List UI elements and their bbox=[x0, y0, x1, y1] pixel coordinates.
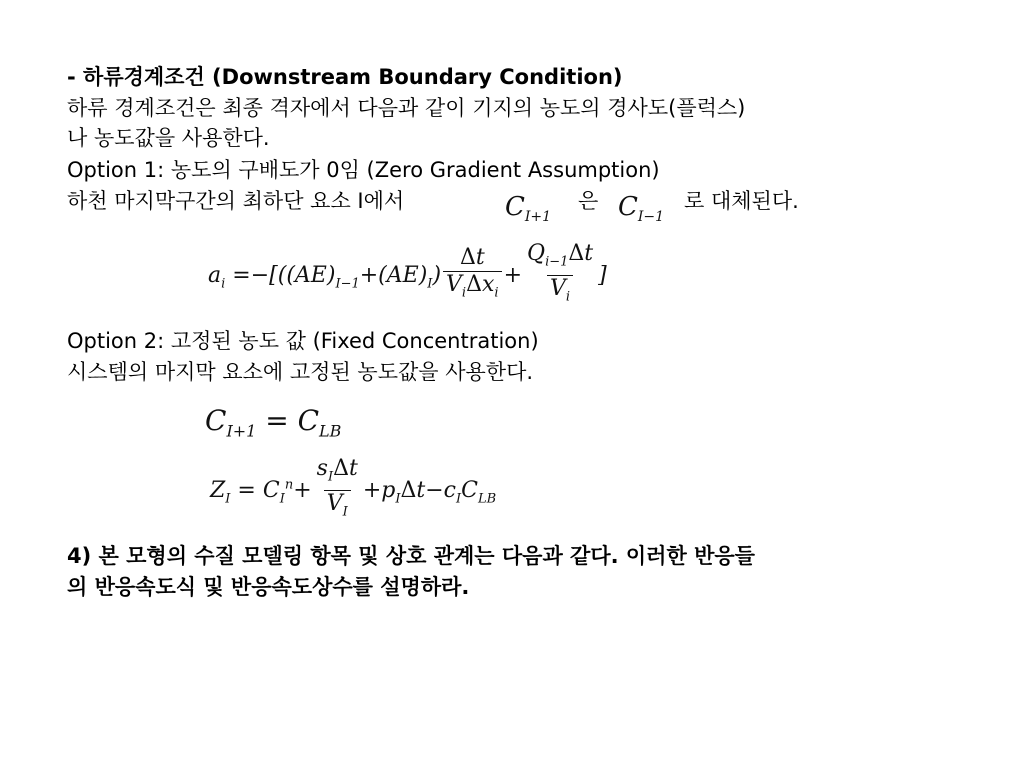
question-line-2: 의 반응속도식 및 반응속도상수를 설명하라. bbox=[67, 575, 470, 599]
option2-text: 시스템의 마지막 요소에 고정된 농도값을 사용한다. bbox=[67, 360, 534, 384]
option1-title: Option 1: 농도의 구배도가 0임 (Zero Gradient Assumption) bbox=[67, 158, 660, 182]
option1-text-a: 하천 마지막구간의 최하단 요소 I에서 bbox=[67, 189, 405, 213]
section-heading: - 하류경계조건 (Downstream Boundary Condition) bbox=[67, 65, 623, 89]
description-line-1: 하류 경계조건은 최종 격자에서 다음과 같이 기지의 농도의 경사도(플럭스) bbox=[67, 96, 746, 120]
equation-ai: $a_i =-[((AE)_{I-1}+(AE)_I)$ $\frac{\Delta t}{V_i\Delta x_i}$ + $\frac{Q_{i-1}\Delta t}{V_i}$ ] bbox=[208, 241, 607, 311]
option2-title: Option 2: 고정된 농도 값 (Fixed Concentration) bbox=[67, 329, 539, 353]
question-line-1: 4) 본 모형의 수질 모델링 항목 및 상호 관계는 다음과 같다. 이러한 반응들 bbox=[67, 544, 755, 568]
option1-text-b: 은 bbox=[578, 189, 599, 213]
formula-c-i-plus-1: $C_{I+1}$ bbox=[505, 192, 552, 226]
option1-text-c: 로 대체된다. bbox=[684, 189, 799, 213]
equation-zi: $Z_I = C_I^n+$ $\frac{s_I\Delta t}{V_I}$ $+p_I\Delta t-c_IC_{LB}$ bbox=[210, 456, 496, 526]
formula-c-i-minus-1: $C_{I-1}$ bbox=[618, 192, 665, 226]
description-line-2: 나 농도값을 사용한다. bbox=[67, 126, 270, 150]
equation-c-lb: $C_{I+1} = C_{LB}$ bbox=[205, 404, 342, 441]
